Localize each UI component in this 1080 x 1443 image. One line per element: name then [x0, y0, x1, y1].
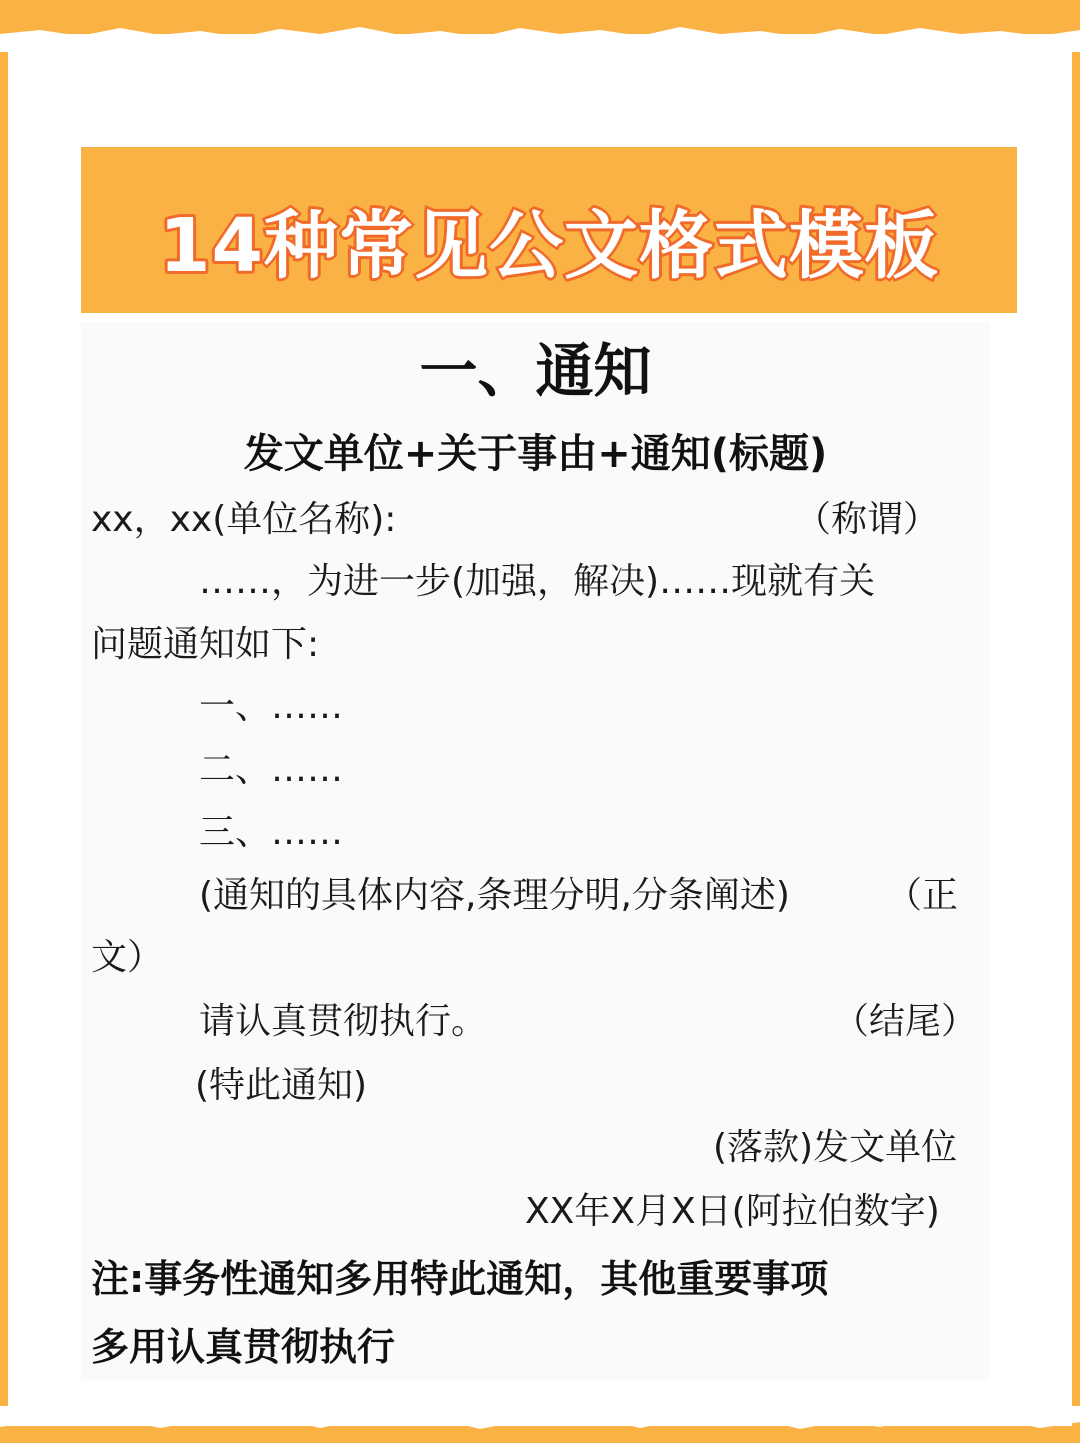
closing-line: 请认真贯彻执行。	[199, 1001, 488, 1042]
torn-edge-bottom	[0, 1406, 1080, 1436]
salutation-tag: （称谓）	[795, 499, 940, 540]
banner-title: 14种常见公文格式模板	[159, 203, 939, 289]
salutation: xx，xx(单位名称):	[91, 499, 397, 540]
date-line: XX年X月X日(阿拉伯数字)	[525, 1191, 940, 1232]
list-item-3: 三、……	[199, 812, 344, 853]
intro-line-2: 问题通知如下:	[91, 624, 320, 665]
document-body	[81, 322, 990, 1380]
content-description: (通知的具体内容,条理分明,分条阐述)	[199, 875, 790, 916]
note-line-2: 多用认真贯彻执行	[91, 1325, 396, 1369]
list-item-1: 一、……	[199, 686, 344, 727]
title-banner	[81, 147, 1017, 313]
section-subtitle: 发文单位+关于事由+通知(标题)	[243, 431, 828, 477]
special-notice: (特此通知)	[195, 1065, 368, 1106]
section-title: 一、通知	[419, 337, 652, 405]
signature-line: (落款)发文单位	[713, 1127, 958, 1168]
list-item-2: 二、……	[199, 749, 344, 790]
content-tag-part-a: （正	[886, 875, 959, 916]
intro-line-1: ……，为进一步(加强，解决)……现就有关	[199, 561, 876, 602]
closing-tag: （结尾）	[833, 1001, 978, 1042]
torn-edge-top	[0, 22, 1080, 52]
content-tag-part-b: 文）	[91, 937, 164, 978]
note-line-1: 注:事务性通知多用特此通知，其他重要事项	[91, 1257, 829, 1301]
